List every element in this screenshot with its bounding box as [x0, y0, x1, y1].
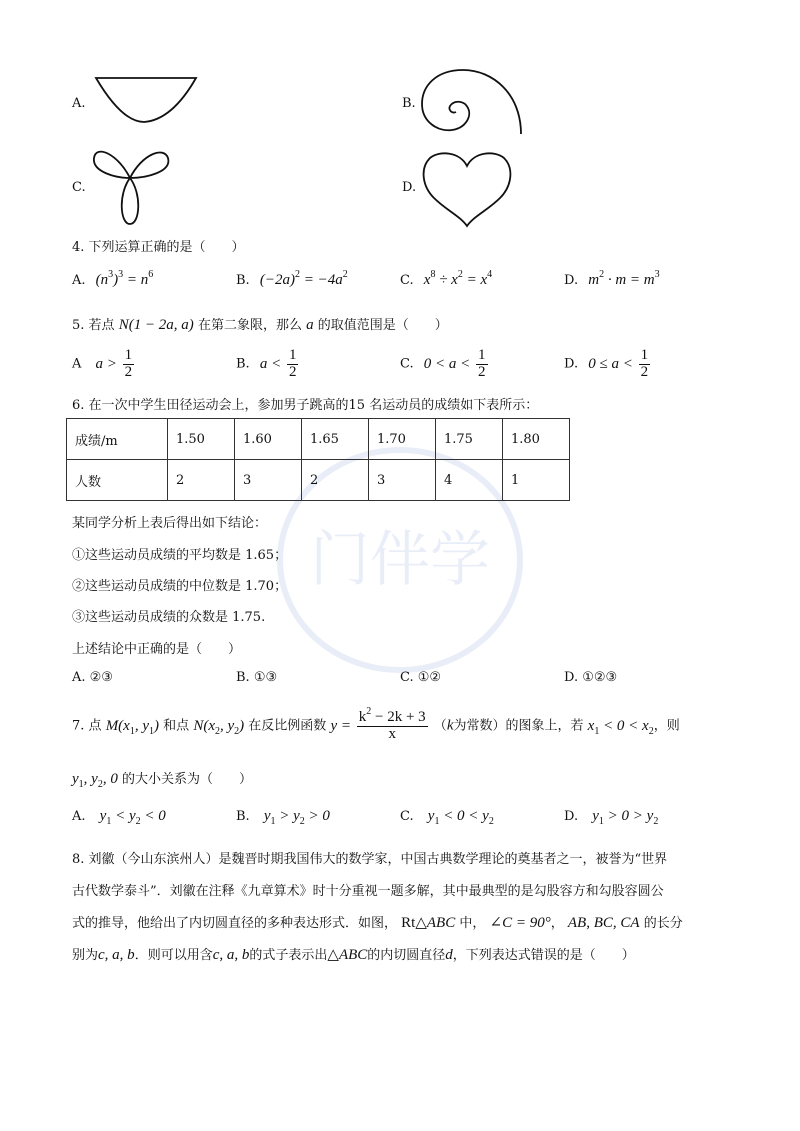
- q8-line3-a: 式的推导，他给出了内切圆直径的多种表达形式．如图，: [72, 916, 398, 931]
- q5-option-b-label: B.: [236, 356, 250, 372]
- q4-option-c-expr: $x^8 \div x^2 = x^4$: [423, 269, 493, 288]
- q8-line4-d: 的内切圆直径: [367, 948, 446, 963]
- q7-option-a-label: A.: [72, 809, 86, 824]
- q7-option-a: [72, 808, 166, 825]
- q6-conclusion-2: ②这些运动员成绩的中位数是 1.70；: [72, 579, 288, 594]
- q8-line4-a: 别为: [72, 948, 99, 963]
- q5-stem-end: 的取值范围是（ ）: [317, 318, 448, 333]
- q5-stem-prefix: 5. 若点: [72, 318, 115, 333]
- q5-option-a-expr: a > $\frac{1}{2}$: [95, 347, 133, 380]
- q6-question: 上述结论中正确的是（ ）: [72, 642, 242, 657]
- q5-option-d-label: D.: [564, 356, 579, 372]
- q7-vars: $y_1$, $y_2$, 0: [72, 771, 118, 790]
- q7-stem-const: （: [433, 718, 447, 734]
- table-cell: 2: [302, 460, 369, 501]
- q7-option-d-expr: $y_1 > 0 > y_2$: [592, 808, 659, 827]
- q3-option-c-label: C.: [72, 180, 86, 195]
- q7-option-c: [400, 808, 494, 825]
- q8-cab: c, a, b: [98, 947, 135, 963]
- q5-option-c-expr: 0 < a < $\frac{1}{2}$: [423, 347, 486, 380]
- q5-option-b-expr: a < $\frac{1}{2}$: [259, 347, 297, 380]
- q4-option-b-label: B.: [236, 273, 250, 288]
- q8-line-1: 8. 刘徽（今山东滨州人）是魏晋时期我国伟大的数学家，中国古典数学理论的奠基者之一，被誉为“世界: [72, 852, 668, 867]
- q5-option-a: [72, 348, 136, 381]
- q4-stem: 4. 下列运算正确的是（ ）: [72, 240, 245, 255]
- q7-line2-text: 的大小关系为（ ）: [121, 772, 252, 787]
- table-cell: 3: [235, 460, 302, 501]
- table-cell: 1.70: [369, 419, 436, 460]
- q7-condition: $x_1 < 0 < x_2$: [587, 717, 654, 737]
- three-petal-shape: [88, 144, 178, 226]
- table-row: [67, 419, 570, 460]
- q5-stem-suffix: 在第二象限，那么: [197, 318, 302, 333]
- q7-stem-const2: 为常数）的图象上，若: [453, 718, 584, 734]
- q8-line-4: [72, 944, 635, 964]
- q7-option-d: [564, 808, 658, 825]
- q7-option-d-label: D.: [564, 809, 579, 824]
- q3-option-d-label: D.: [402, 180, 417, 195]
- q8-line3-d: 的长分: [643, 916, 683, 931]
- q4-option-c: [400, 269, 493, 289]
- q7-stem-mid: 在反比例函数: [248, 718, 327, 734]
- q7-point-m: $M(x_1$, $y_1$): [105, 717, 160, 737]
- q6-stem: 6. 在一次中学生田径运动会上，参加男子跳高的15 名运动员的成绩如下表所示：: [72, 398, 539, 413]
- table-cell: 4: [436, 460, 503, 501]
- q6-option-a: A. ②③: [72, 670, 113, 685]
- q7-function: y = $\frac{k^2 - 2k + 3}{x}$: [330, 706, 426, 742]
- q4-option-d-expr: $m^2 \cdot m = m^3$: [588, 269, 660, 288]
- table-cell: 1: [503, 460, 570, 501]
- q8-sides: AB, BC, CA: [567, 915, 640, 931]
- q4-option-d: [564, 269, 660, 289]
- q4-option-a-expr: $(n^3)^3 = n^6$: [95, 269, 154, 288]
- q5-option-b: [236, 348, 300, 381]
- q5-option-c-label: C.: [400, 356, 414, 372]
- q8-line4-b: ．则可以用含: [134, 948, 213, 963]
- q6-option-d: D. ①②③: [564, 670, 618, 685]
- q4-option-a-label: A.: [72, 273, 86, 288]
- q7-option-b-expr: $y_1 > y_2 > 0$: [263, 808, 330, 827]
- q6-option-b: B. ①③: [236, 670, 278, 685]
- q6-conclusion-1: ①这些运动员成绩的平均数是 1.65；: [72, 548, 288, 563]
- q5-var-a: a: [306, 317, 314, 333]
- q8-line-3: [72, 912, 683, 932]
- q4-option-a: [72, 269, 154, 289]
- q5-option-c: [400, 348, 490, 381]
- q6-analysis: 某同学分析上表后得出如下结论：: [72, 516, 268, 531]
- q4-option-c-label: C.: [400, 273, 414, 288]
- table-row: [67, 460, 570, 501]
- q8-line4-c: 的式子表示出: [249, 948, 328, 963]
- q5-option-d: [564, 348, 652, 381]
- q4-option-b-expr: $(-2a)^2 = -4a^2$: [259, 269, 348, 288]
- q7-line2: [72, 768, 252, 788]
- table-cell: 1.50: [168, 419, 235, 460]
- q8-line3-c: ，: [550, 916, 564, 931]
- q7-stem-and: 和点: [163, 718, 190, 734]
- q7-stem-then: ，则: [653, 718, 680, 734]
- q8-var-d: d: [445, 947, 453, 963]
- table-header-count: 人数: [67, 460, 168, 501]
- q4-option-d-label: D.: [564, 273, 579, 288]
- q7-point-n: $N(x_2$, $y_2$): [193, 717, 245, 737]
- watermark-text: 门伴学: [310, 525, 490, 595]
- q5-stem: [72, 314, 448, 334]
- q7-stem: [72, 706, 680, 743]
- q3-option-b-label: B.: [402, 96, 416, 111]
- q8-line3-b: 中，: [459, 916, 486, 931]
- q7-option-c-expr: $y_1 < 0 < y_2$: [427, 808, 494, 827]
- table-cell: 2: [168, 460, 235, 501]
- table-cell: 1.80: [503, 419, 570, 460]
- q5-point-n: N(1 − 2a, a): [118, 317, 194, 333]
- q7-option-c-label: C.: [400, 809, 414, 824]
- q4-option-b: [236, 269, 348, 289]
- q8-rt-triangle: Rt△ABC: [401, 915, 456, 931]
- heart-shape: [420, 148, 514, 228]
- q7-option-a-expr: $y_1 < y_2 < 0$: [99, 808, 166, 827]
- q7-option-b: [236, 808, 330, 825]
- q8-triangle-abc: △ABC: [327, 947, 368, 963]
- q5-option-a-label: A: [72, 356, 82, 372]
- spiral-shape: [418, 64, 530, 140]
- q7-var-k: k: [446, 717, 454, 734]
- q6-option-c: C. ①②: [400, 670, 442, 685]
- table-cell: 1.75: [436, 419, 503, 460]
- q6-conclusion-3: ③这些运动员成绩的众数是 1.75.: [72, 610, 266, 625]
- table-cell: 1.60: [235, 419, 302, 460]
- table-header-height: 成绩/m: [67, 419, 168, 460]
- table-cell: 1.65: [302, 419, 369, 460]
- q7-stem-prefix: 7. 点: [72, 718, 102, 734]
- q8-line-2: 古代数学泰斗”．刘徽在注释《九章算术》时十分重视一题多解，其中最典型的是勾股容方和勾股容圆公: [72, 884, 664, 899]
- q8-line4-e: ，下列表达式错误的是（ ）: [452, 948, 635, 963]
- q8-angle-c: ∠C = 90°: [489, 915, 551, 931]
- q3-option-a-label: A.: [72, 96, 86, 111]
- semi-circle-shape: [92, 72, 202, 128]
- q8-cab-2: c, a, b: [212, 947, 250, 963]
- score-table: [66, 418, 570, 501]
- q5-option-d-expr: 0 ≤ a < $\frac{1}{2}$: [588, 347, 649, 380]
- table-cell: 3: [369, 460, 436, 501]
- q7-option-b-label: B.: [236, 809, 250, 824]
